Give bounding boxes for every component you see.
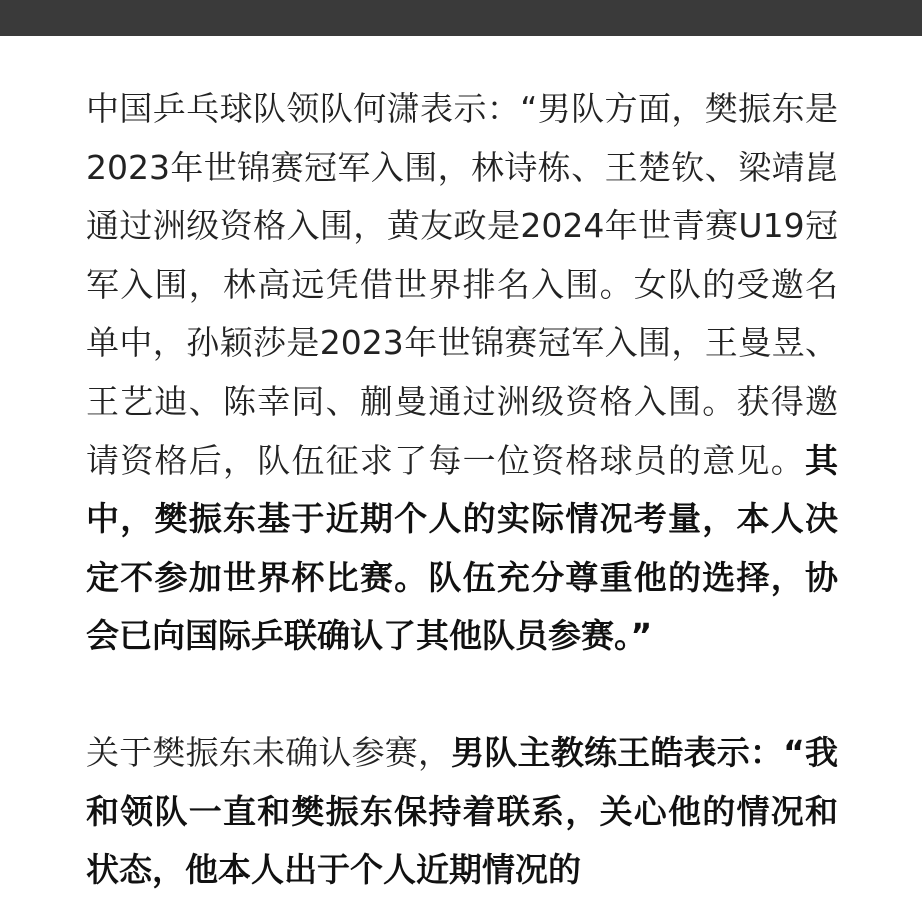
- top-bar: [0, 0, 922, 36]
- paragraph-1-text: 中国乒乓球队领队何潇表示：“男队方面，樊振东是2023年世锦赛冠军入围，林诗栋、王楚钦、梁靖崑通过洲级资格入围，黄友政是2024年世青赛U19冠军入围，林高远凭借世界排名入围。女队的受邀名单中，孙颖莎是2023年世锦赛冠军入围，王曼昱、王艺迪、陈幸同、蒯曼通过洲级资格入围。获得邀请资格后，队伍征求了每一位资格球员的意见。: [86, 89, 838, 480]
- paragraph-1: [86, 80, 838, 666]
- paragraph-2-bold-text: 男队主教练王皓表示：“我和领队一直和樊振东保持着联系，关心他的情况和状态，他本人出于个人近期情况的: [86, 732, 838, 890]
- paragraph-1-bold-text: 其中，樊振东基于近期个人的实际情况考量，本人决定不参加世界杯比赛。队伍充分尊重他的选择，协会已向国际乒联确认了其他队员参赛。”: [86, 440, 838, 656]
- paragraph-2: [86, 724, 838, 900]
- article-body: [86, 80, 838, 900]
- paragraph-2-text: 关于樊振东未确认参赛，: [86, 732, 452, 772]
